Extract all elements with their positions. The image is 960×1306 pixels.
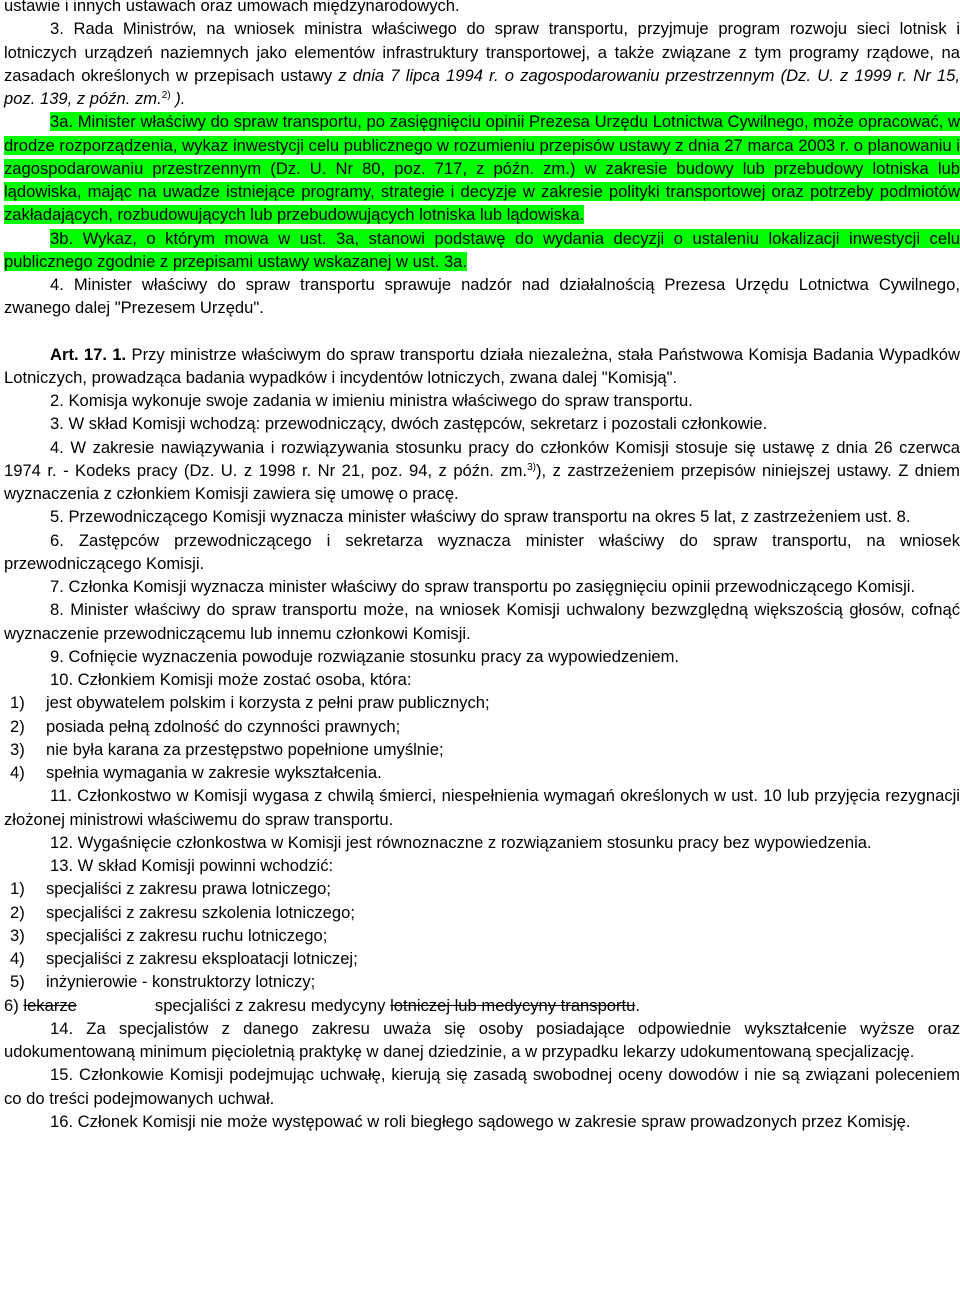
paragraph-4: 4. Minister właściwy do spraw transportu sprawuje nadzór nad działalnością Prezesa Urzędu Lotnictwa Cywilnego, zwanego dalej "Prezesem Urzędu". [4, 275, 960, 318]
paragraph-3a [4, 110, 960, 226]
list-item [4, 901, 960, 924]
section-10: 10. Członkiem Komisji może zostać osoba, która: [50, 670, 412, 689]
section-14: 14. Za specjalistów z danego zakresu uważa się osoby posiadające odpowiednie wykształcenie wyższe oraz udokumentowaną minimum pięcioletnią praktykę w danej dziedzinie, a w przypadku lekarzy udokumentowaną specjalizację. [4, 1018, 960, 1061]
blank-line [4, 320, 960, 343]
section-13: 13. W skład Komisji powinni wchodzić: [50, 856, 334, 875]
article-label: Art. 17. 1. [50, 344, 127, 364]
list-number: 2) [10, 902, 25, 922]
paragraph-text: Przy ministrze właściwym do spraw transportu działa niezależna, stała Państwowa Komisja Badania Wypadków Lotniczych, prowadząca badania wypadków i incydentów lotniczych, zwana dalej "Komisją". [4, 344, 960, 387]
list-text: specjaliści z zakresu szkolenia lotniczego; [46, 902, 355, 922]
struck-text: lekarze [23, 995, 77, 1015]
list-text: spełnia wymagania w zakresie wykształcenia. [46, 763, 382, 782]
list-item [4, 970, 960, 993]
list-text: specjaliści z zakresu eksploatacji lotniczej; [46, 949, 358, 968]
highlighted-text: 3b. Wykaz, o którym mowa w ust. 3a, stanowi podstawę do wydania decyzji o ustaleniu lokalizacji inwestycji celu publicznego zgodnie z przepisami ustawy wskazanej w ust. 3a. [4, 228, 960, 271]
list-number: 1) [10, 693, 25, 713]
section-3: 3. W skład Komisji wchodzą: przewodniczący, dwóch zastępców, sekretarz i pozostali członkowie. [50, 414, 768, 434]
list-number: 4) [10, 763, 25, 782]
list-item [4, 715, 960, 738]
highlighted-text: 3a. Minister właściwy do spraw transportu, po zasięgnięciu opinii Prezesa Urzędu Lotnictwa Cywilnego, może opracować, w drodze rozporządzenia, wykaz inwestycji celu publicznego w rozumieniu przepisów ustawy z dnia 27 marca 2003 r. o planowaniu i zagospodarowaniu przestrzennym (Dz. U. Nr 80, poz. 717, z późn. zm.) w zakresie budowy lub przebudowy lotniska lub lądowiska, mając na uwadze istniejące programy, strategie i decyzje w zakresie polityki transportowej oraz potrzeby podmiotów zakładających, rozbudowujących lub przebudowujących lotniska lub lądowiska. [4, 112, 960, 225]
section-15: 15. Członkowie Komisji podejmując uchwałę, kierują się zasadą swobodnej oceny dowodów i nie są związani poleceniem co do treści podejmowanych uchwał. [4, 1065, 960, 1108]
list-item [4, 738, 960, 761]
list-number: 4) [10, 949, 25, 968]
paragraph-3 [4, 17, 960, 110]
list-item [4, 877, 960, 900]
list-text: specjaliści z zakresu medycyny [154, 995, 386, 1015]
article-17-section-1 [4, 343, 960, 390]
paragraph-3b [4, 227, 960, 274]
paragraph-text: 4. W zakresie nawiązywania i rozwiązywania stosunku pracy do członków Komisji stosuje się ustawę z dnia 26 czerwca 1974 r. - Kodeks pracy (Dz. U. z 1998 r. Nr 21, poz. 94, z późn. zm. [4, 437, 960, 480]
list-text: jest obywatelem polskim i korzysta z pełni praw publicznych; [46, 693, 490, 713]
section-2: 2. Komisja wykonuje swoje zadania w imieniu ministra właściwego do spraw transportu. [50, 391, 693, 410]
list-text-end: . [635, 995, 641, 1015]
struck-text: lotniczej lub medycyny transportu [390, 995, 636, 1015]
section-8: 8. Minister właściwy do spraw transportu może, na wniosek Komisji uchwalony bezwzględną większością głosów, cofnąć wyznaczenie przewodniczącemu lub innemu członkowi Komisji. [4, 600, 960, 643]
list-item [4, 947, 960, 970]
list-item [4, 691, 960, 714]
list-text: posiada pełną zdolność do czynności prawnych; [46, 716, 401, 736]
section-11: 11. Członkostwo w Komisji wygasa z chwilą śmierci, niespełnienia wymagań określonych w ust. 10 lub przyjęcia rezygnacji złożonej ministrowi właściwemu do spraw transportu. [4, 786, 960, 829]
section-6: 6. Zastępców przewodniczącego i sekretarza wyznacza minister właściwy do spraw transportu, na wniosek przewodniczącego Komisji. [4, 530, 960, 573]
section-16: 16. Członek Komisji nie może występować w roli biegłego sądowego w zakresie spraw prowadzonych przez Komisję. [50, 1111, 911, 1131]
footnote-ref: 3) [527, 461, 537, 473]
list-number: 6) [4, 995, 19, 1015]
list-number: 3) [10, 925, 25, 945]
list-item-6 [4, 994, 960, 1017]
list-number: 3) [10, 739, 25, 759]
list-text: specjaliści z zakresu prawa lotniczego; [46, 879, 331, 899]
section-9: 9. Cofnięcie wyznaczenia powoduje rozwiązanie stosunku pracy za wypowiedzeniem. [50, 646, 680, 666]
footnote-ref: 2) [161, 90, 171, 101]
list-number: 5) [10, 972, 25, 992]
section-12: 12. Wygaśnięcie członkostwa w Komisji jest równoznaczne z rozwiązaniem stosunku pracy bez wypowiedzenia. [50, 832, 872, 852]
list-item [4, 924, 960, 947]
list-text: specjaliści z zakresu ruchu lotniczego; [46, 925, 328, 945]
paragraph-text-end: ). [170, 89, 186, 108]
paragraph-continuation: ustawie i innych ustawach oraz umowach międzynarodowych. [4, 0, 460, 15]
list-text: inżynierowie - konstruktorzy lotniczy; [46, 972, 316, 992]
section-4 [4, 436, 960, 506]
section-5: 5. Przewodniczącego Komisji wyznacza minister właściwy do spraw transportu na okres 5 lat, z zastrzeżeniem ust. 8. [50, 507, 911, 527]
paragraph-text: Rada Ministrów, na wniosek ministra właściwego do spraw transportu, przyjmuje program rozwoju sieci lotnisk i lotniczych urządzeń naziemnych jako elementów infrastruktury transportowej, a także związane z tym programy rządowe, na zasadach określonych w przepisach ustawy [4, 19, 960, 85]
section-7: 7. Członka Komisji wyznacza minister właściwy do spraw transportu po zasięgnięciu opinii przewodniczącego Komisji. [50, 577, 916, 596]
list-number: 2) [10, 716, 25, 736]
italic-citation: z dnia 7 lipca 1994 r. o zagospodarowaniu przestrzennym (Dz. U. z 1999 r. Nr 15, poz. 139, z późn. zm. [4, 65, 960, 108]
list-text: nie była karana za przestępstwo popełnione umyślnie; [46, 739, 444, 759]
list-item [4, 761, 960, 784]
list-number: 1) [10, 879, 25, 899]
paragraph-text-end: ), z zastrzeżeniem przepisów niniejszej ustawy. Z dniem wyznaczenia z członkiem Komisji zawiera się umowę o pracę. [4, 460, 960, 503]
paragraph-number: 3. [50, 19, 64, 39]
